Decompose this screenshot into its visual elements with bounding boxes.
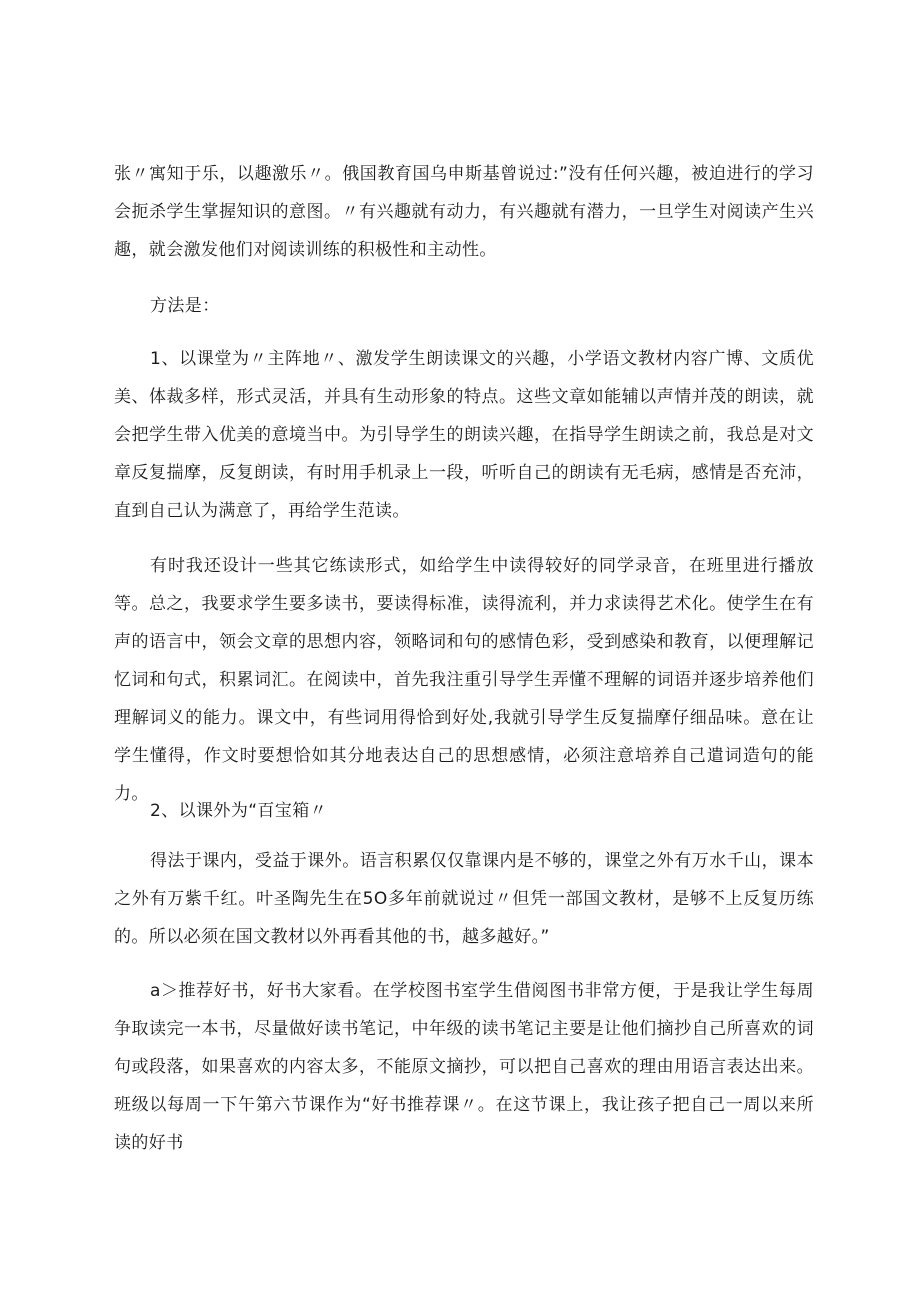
paragraph-method-heading: 方法是： — [150, 296, 220, 316]
paragraph-interest: 张〃寓知于乐，以趣激乐〃。俄国教育国乌申斯基曾说过:”没有任何兴趣，被迫进行的学习会扼杀学生掌握知识的意图。〃有兴趣就有动力，有兴趣就有潜力，一旦学生对阅读产生兴趣，就会激发他们对阅读训练的积极性和主动性。 — [114, 164, 814, 260]
paragraph-reading-practice: 有时我还设计一些其它练读形式，如给学生中读得较好的同学录音，在班里进行播放等。总之，我要求学生要多读书，要读得标准，读得流利，并力求读得艺术化。使学生在有声的语言中，领会文章的思想内容，领略词和句的感情色彩，受到感染和教育，以便理解记忆词和句式，积累词汇。在阅读中，首先我注重引导学生弄懂不理解的词语并逐步培养他们理解词义的能力。课文中，有些词用得恰到好处,我就引导学生反复揣摩仔细品味。意在让学生懂得，作文时要想恰如其分地表达自己的思想感情，必须注意培养自己遣词造句的能力。 — [114, 556, 814, 804]
paragraph-classroom-reading: 1、以课堂为〃主阵地〃、激发学生朗读课文的兴趣，小学语文教材内容广博、文质优美、体裁多样，形式灵活，并具有生动形象的特点。这些文章如能辅以声情并茂的朗读，就会把学生带入优美的意境当中。为引导学生的朗读兴趣，在指导学生朗读之前，我总是对文章反复揣摩，反复朗读，有时用手机录上一段，听听自己的朗读有无毛病，感情是否充沛，直到自己认为满意了，再给学生范读。 — [114, 349, 814, 521]
paragraph-recommend-books: a＞推荐好书，好书大家看。在学校图书室学生借阅图书非常方便，于是我让学生每周争取读完一本书，尽量做好读书笔记，中年级的读书笔记主要是让他们摘抄自己所喜欢的词句或段落，如果喜欢的内容太多，不能原文摘抄，可以把自己喜欢的理由用语言表达出来。班级以每周一下午第六节课作为“好书推荐课〃。在这节课上，我让孩子把自己一周以来所读的好书 — [114, 981, 814, 1153]
paragraph-extracurricular-heading: 2、以课外为“百宝箱〃 — [150, 801, 328, 821]
paragraph-reading-outside-class: 得法于课内，受益于课外。语言积累仅仅靠课内是不够的，课堂之外有万水千山，课本之外有万紫千红。叶圣陶先生在5O多年前就说过〃但凭一部国文教材，是够不上反复历练的。所以必须在国文教材以外再看其他的书，越多越好。” — [114, 851, 814, 947]
